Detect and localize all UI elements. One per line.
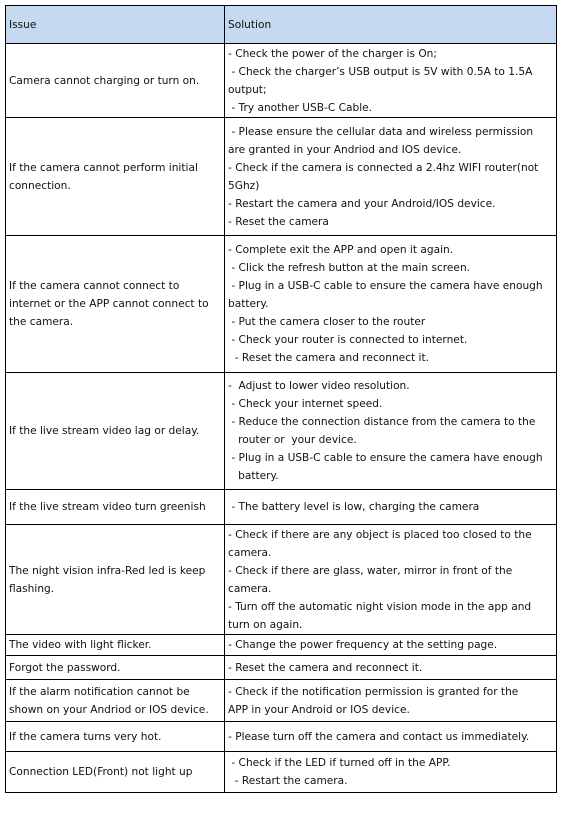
solution-cell [225,525,557,635]
issue-column-header: Issue [6,6,225,44]
table-row [6,752,557,793]
solution-column-header: Solution [225,6,557,44]
issue-cell: Camera cannot charging or turn on. [6,44,225,118]
issue-cell: If the camera cannot connect to internet or the APP cannot connect to the camera. [6,236,225,373]
solution-line: - Complete exit the APP and open it again. [228,244,454,256]
solution-line: output; [228,83,267,96]
solution-line: battery. [228,470,279,482]
solution-cell [225,752,557,793]
solution-line: - Reset the camera [228,215,329,228]
solution-line: - The battery level is low, charging the camera [228,501,480,513]
solution-line: 5Ghz) [228,179,260,192]
solution-line: - Check if there are any object is placed too closed to the [228,528,532,541]
solution-line: - Turn off the automatic night vision mode in the app and [228,600,532,613]
table-row [6,44,557,118]
table-row [6,118,557,236]
solution-line: - Check if there are glass, water, mirror in front of the [228,564,513,577]
table-row [6,722,557,752]
solution-cell [225,236,557,373]
solution-line: camera. [228,582,272,595]
issue-cell: If the live stream video turn greenish [6,490,225,525]
table-row [6,373,557,490]
table-body [6,44,557,793]
solution-line: - Check the power of the charger is On; [228,47,437,60]
table-row [6,656,557,680]
solution-line: - Check if the camera is connected a 2.4hz WIFI router(not [228,161,539,174]
solution-line: battery. [228,298,269,310]
solution-line: - Plug in a USB-C cable to ensure the camera have enough [228,452,543,464]
solution-line: - Reduce the connection distance from the camera to the [228,416,536,428]
solution-line: router or your device. [228,434,357,446]
solution-line: - Click the refresh button at the main screen. [228,262,471,274]
solution-line: - Restart the camera and your Android/IOS device. [228,197,496,210]
solution-line: APP in your Android or IOS device. [228,703,410,716]
issue-cell: The night vision infra-Red led is keep flashing. [6,525,225,635]
issue-cell: The video with light flicker. [6,635,225,656]
troubleshooting-table [5,5,557,793]
solution-cell [225,490,557,525]
solution-cell [225,722,557,752]
solution-line: - Check if the LED if turned off in the APP. [228,757,451,769]
solution-line: turn on again. [228,618,303,631]
solution-line: - Restart the camera. [228,775,348,787]
issue-cell: If the camera turns very hot. [6,722,225,752]
solution-cell [225,656,557,680]
solution-line: - Please turn off the camera and contact us immediately. [228,730,530,743]
solution-line: - Put the camera closer to the router [228,316,426,328]
issue-cell: Connection LED(Front) not light up [6,752,225,793]
issue-cell: If the camera cannot perform initial connection. [6,118,225,236]
header-row [6,6,557,44]
solution-line: - Plug in a USB-C cable to ensure the camera have enough [228,280,543,292]
solution-line: camera. [228,546,272,559]
solution-cell [225,373,557,490]
solution-line: - Try another USB-C Cable. [228,101,373,114]
solution-line: - Reset the camera and reconnect it. [228,352,430,364]
solution-cell [225,118,557,236]
table-row [6,490,557,525]
solution-cell [225,680,557,722]
table-row [6,635,557,656]
issue-cell: If the live stream video lag or delay. [6,373,225,490]
solution-line: - Reset the camera and reconnect it. [228,661,423,674]
solution-cell [225,44,557,118]
solution-line: - Check your internet speed. [228,398,383,410]
table-row [6,525,557,635]
table-row [6,236,557,373]
solution-line: - Change the power frequency at the setting page. [228,639,498,651]
solution-line: are granted in your Andriod and IOS device. [228,143,462,156]
solution-line: - Check the charger’s USB output is 5V with 0.5A to 1.5A [228,65,533,78]
issue-cell: If the alarm notification cannot be shown on your Andriod or IOS device. [6,680,225,722]
solution-line: - Check your router is connected to internet. [228,334,468,346]
solution-line: - Check if the notification permission is granted for the [228,685,519,698]
solution-cell [225,635,557,656]
solution-line: - Please ensure the cellular data and wireless permission [228,125,534,138]
issue-cell: Forgot the password. [6,656,225,680]
table-row [6,680,557,722]
solution-line: - Adjust to lower video resolution. [228,380,410,392]
